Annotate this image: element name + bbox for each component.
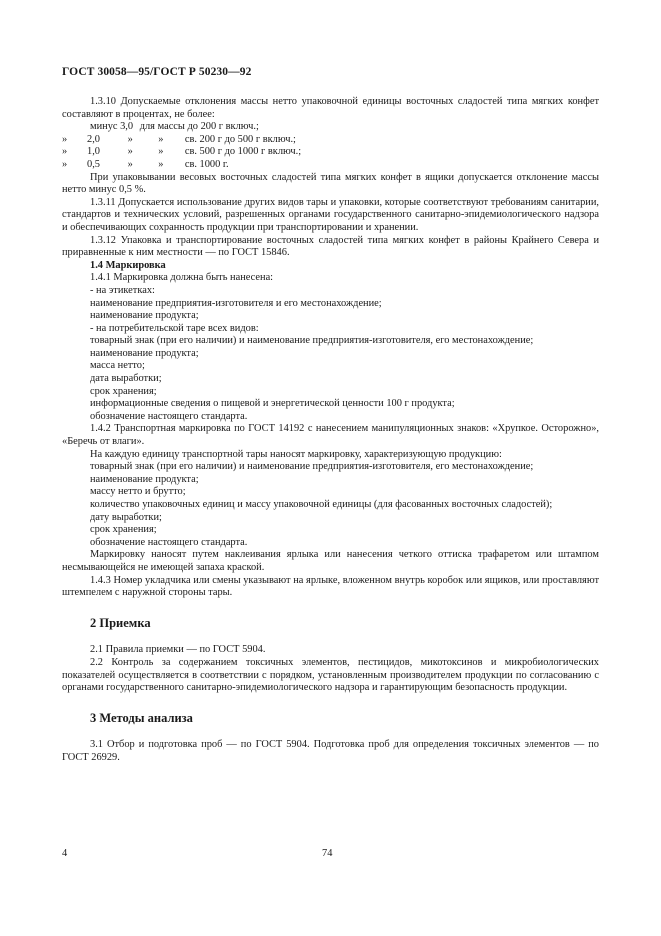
deviation-value: 2,0 [87, 133, 100, 145]
paragraph-quantity: количество упаковочных единиц и массу упаковочной единицы (для фасованных восточных сладостей); [90, 499, 553, 510]
paragraph-1-3-11: 1.3.11 Допускается использование других видов тары и упаковки, которые соответствуют требованиям санитарии, стандартов и технических условий, разрешенных органами государственного санитарно-эпидемиологического надзора и обеспечивающих сохранность продукции при транспортировании и хранении. [62, 196, 599, 233]
deviation-value: 1,0 [87, 146, 100, 158]
subsection-title-1-4: 1.4 Маркировка [90, 259, 166, 271]
deviation-row [90, 121, 599, 134]
deviation-range: до 200 г включ.; [187, 121, 259, 133]
paragraph-1-3-10: 1.3.10 Допускаемые отклонения массы нетто упаковочной единицы восточных сладостей типа мягких конфет составляют в процентах, не более: [62, 96, 599, 120]
paragraph-1-4-3: 1.4.3 Номер укладчика или смены указывают на ярлыке, вложенном внутрь коробок или ящиков, или проставляют штемпелем с наружной стороны тары. [62, 574, 599, 599]
deviation-mass: » [158, 146, 164, 158]
paragraph-weight-deviation: При упаковывании весовых восточных сладостей типа мягких конфет в ящики допускается отклонение массы нетто минус 0,5 %. [62, 171, 599, 196]
list-line: наименование продукта; [90, 473, 199, 485]
list-line: дату выработки; [90, 511, 162, 523]
deviation-row [62, 134, 599, 147]
deviation-row [62, 146, 599, 159]
list-line: массу нетто и брутто; [90, 486, 186, 498]
paragraph-trademark: товарный знак (при его наличии) и наименование предприятия-изготовителя, его местонахождение; [90, 461, 534, 473]
deviation-for: для [139, 121, 155, 133]
deviation-mass: » [158, 158, 164, 170]
list-line: - на этикетках: [90, 284, 155, 296]
list-line: дата выработки; [90, 373, 162, 385]
page-number-left: 4 [62, 848, 68, 859]
deviation-range: св. 500 г до 1000 г включ.; [184, 146, 302, 158]
deviation-for: » [127, 158, 133, 170]
deviation-list [62, 121, 599, 171]
list-line: наименование продукта; [90, 347, 199, 359]
list-line: обозначение настоящего стандарта. [90, 536, 248, 548]
deviation-value: 0,5 [87, 158, 100, 170]
paragraph-3-1: 3.1 Отбор и подготовка проб — по ГОСТ 5904. Подготовка проб для определения токсичных элементов — по ГОСТ 26929. [62, 739, 599, 763]
page-number-center: 74 [322, 848, 333, 859]
deviation-row [62, 159, 599, 172]
list-line: наименование продукта; [90, 310, 199, 322]
list-line: срок хранения; [90, 385, 157, 397]
paragraph-1-3-12: 1.3.12 Упаковка и транспортирование восточных сладостей типа мягких конфет в районы Крайнего Севера и приравненные к ним местности — по ГОСТ 15846. [62, 234, 599, 259]
deviation-for: » [127, 146, 133, 158]
paragraph-1-4-2: 1.4.2 Транспортная маркировка по ГОСТ 14192 с нанесением манипуляционных знаков: «Хрупкое. Осторожно», «Беречь от влаги». [62, 423, 599, 448]
paragraph-transport-marking: На каждую единицу транспортной тары наносят маркировку, характеризующую продукцию: [90, 448, 502, 460]
list-line: обозначение настоящего стандарта. [90, 410, 248, 422]
document-header: ГОСТ 30058—95/ГОСТ Р 50230—92 [62, 66, 252, 78]
deviation-value: минус 3,0 [90, 121, 134, 133]
paragraph-2-2: 2.2 Контроль за содержанием токсичных элементов, пестицидов, микотоксинов и микробиологических показателей осуществляется в соответствии с порядком, установленным производителем продукции по согласованию с органами государственного санитарно-эпидемиологического надзора и гарантирующим безопасность продукции. [62, 656, 599, 694]
ditto-mark: » [62, 158, 68, 170]
deviation-range: св. 1000 г. [184, 158, 229, 170]
paragraph-trademark: товарный знак (при его наличии) и наименование предприятия-изготовителя, его местонахождение; [90, 335, 534, 347]
deviation-mass: » [158, 133, 164, 145]
paragraph-2-1: 2.1 Правила приемки — по ГОСТ 5904. [90, 644, 266, 656]
deviation-range: св. 200 г до 500 г включ.; [184, 133, 296, 145]
list-line: - на потребительской таре всех видов: [90, 322, 259, 334]
deviation-for: » [127, 133, 133, 145]
list-line: масса нетто; [90, 360, 145, 372]
paragraph-1-4-1: 1.4.1 Маркировка должна быть нанесена: [90, 272, 274, 284]
paragraph-label-method: Маркировку наносят путем наклеивания ярлыка или нанесения четкого оттиска трафаретом или штампом несмывающейся не имеющей запаха краской. [62, 549, 599, 573]
section-title-2: 2 Приемка [90, 615, 151, 630]
ditto-mark: » [62, 133, 68, 145]
list-line: наименование предприятия-изготовителя и его местонахождение; [90, 297, 382, 309]
section-title-3: 3 Методы анализа [90, 710, 193, 725]
deviation-mass: массы [157, 121, 185, 133]
document-body [62, 96, 599, 765]
list-line: информационные сведения о пищевой и энергетической ценности 100 г продукта; [90, 398, 455, 410]
list-line: срок хранения; [90, 524, 157, 536]
ditto-mark: » [62, 146, 68, 158]
